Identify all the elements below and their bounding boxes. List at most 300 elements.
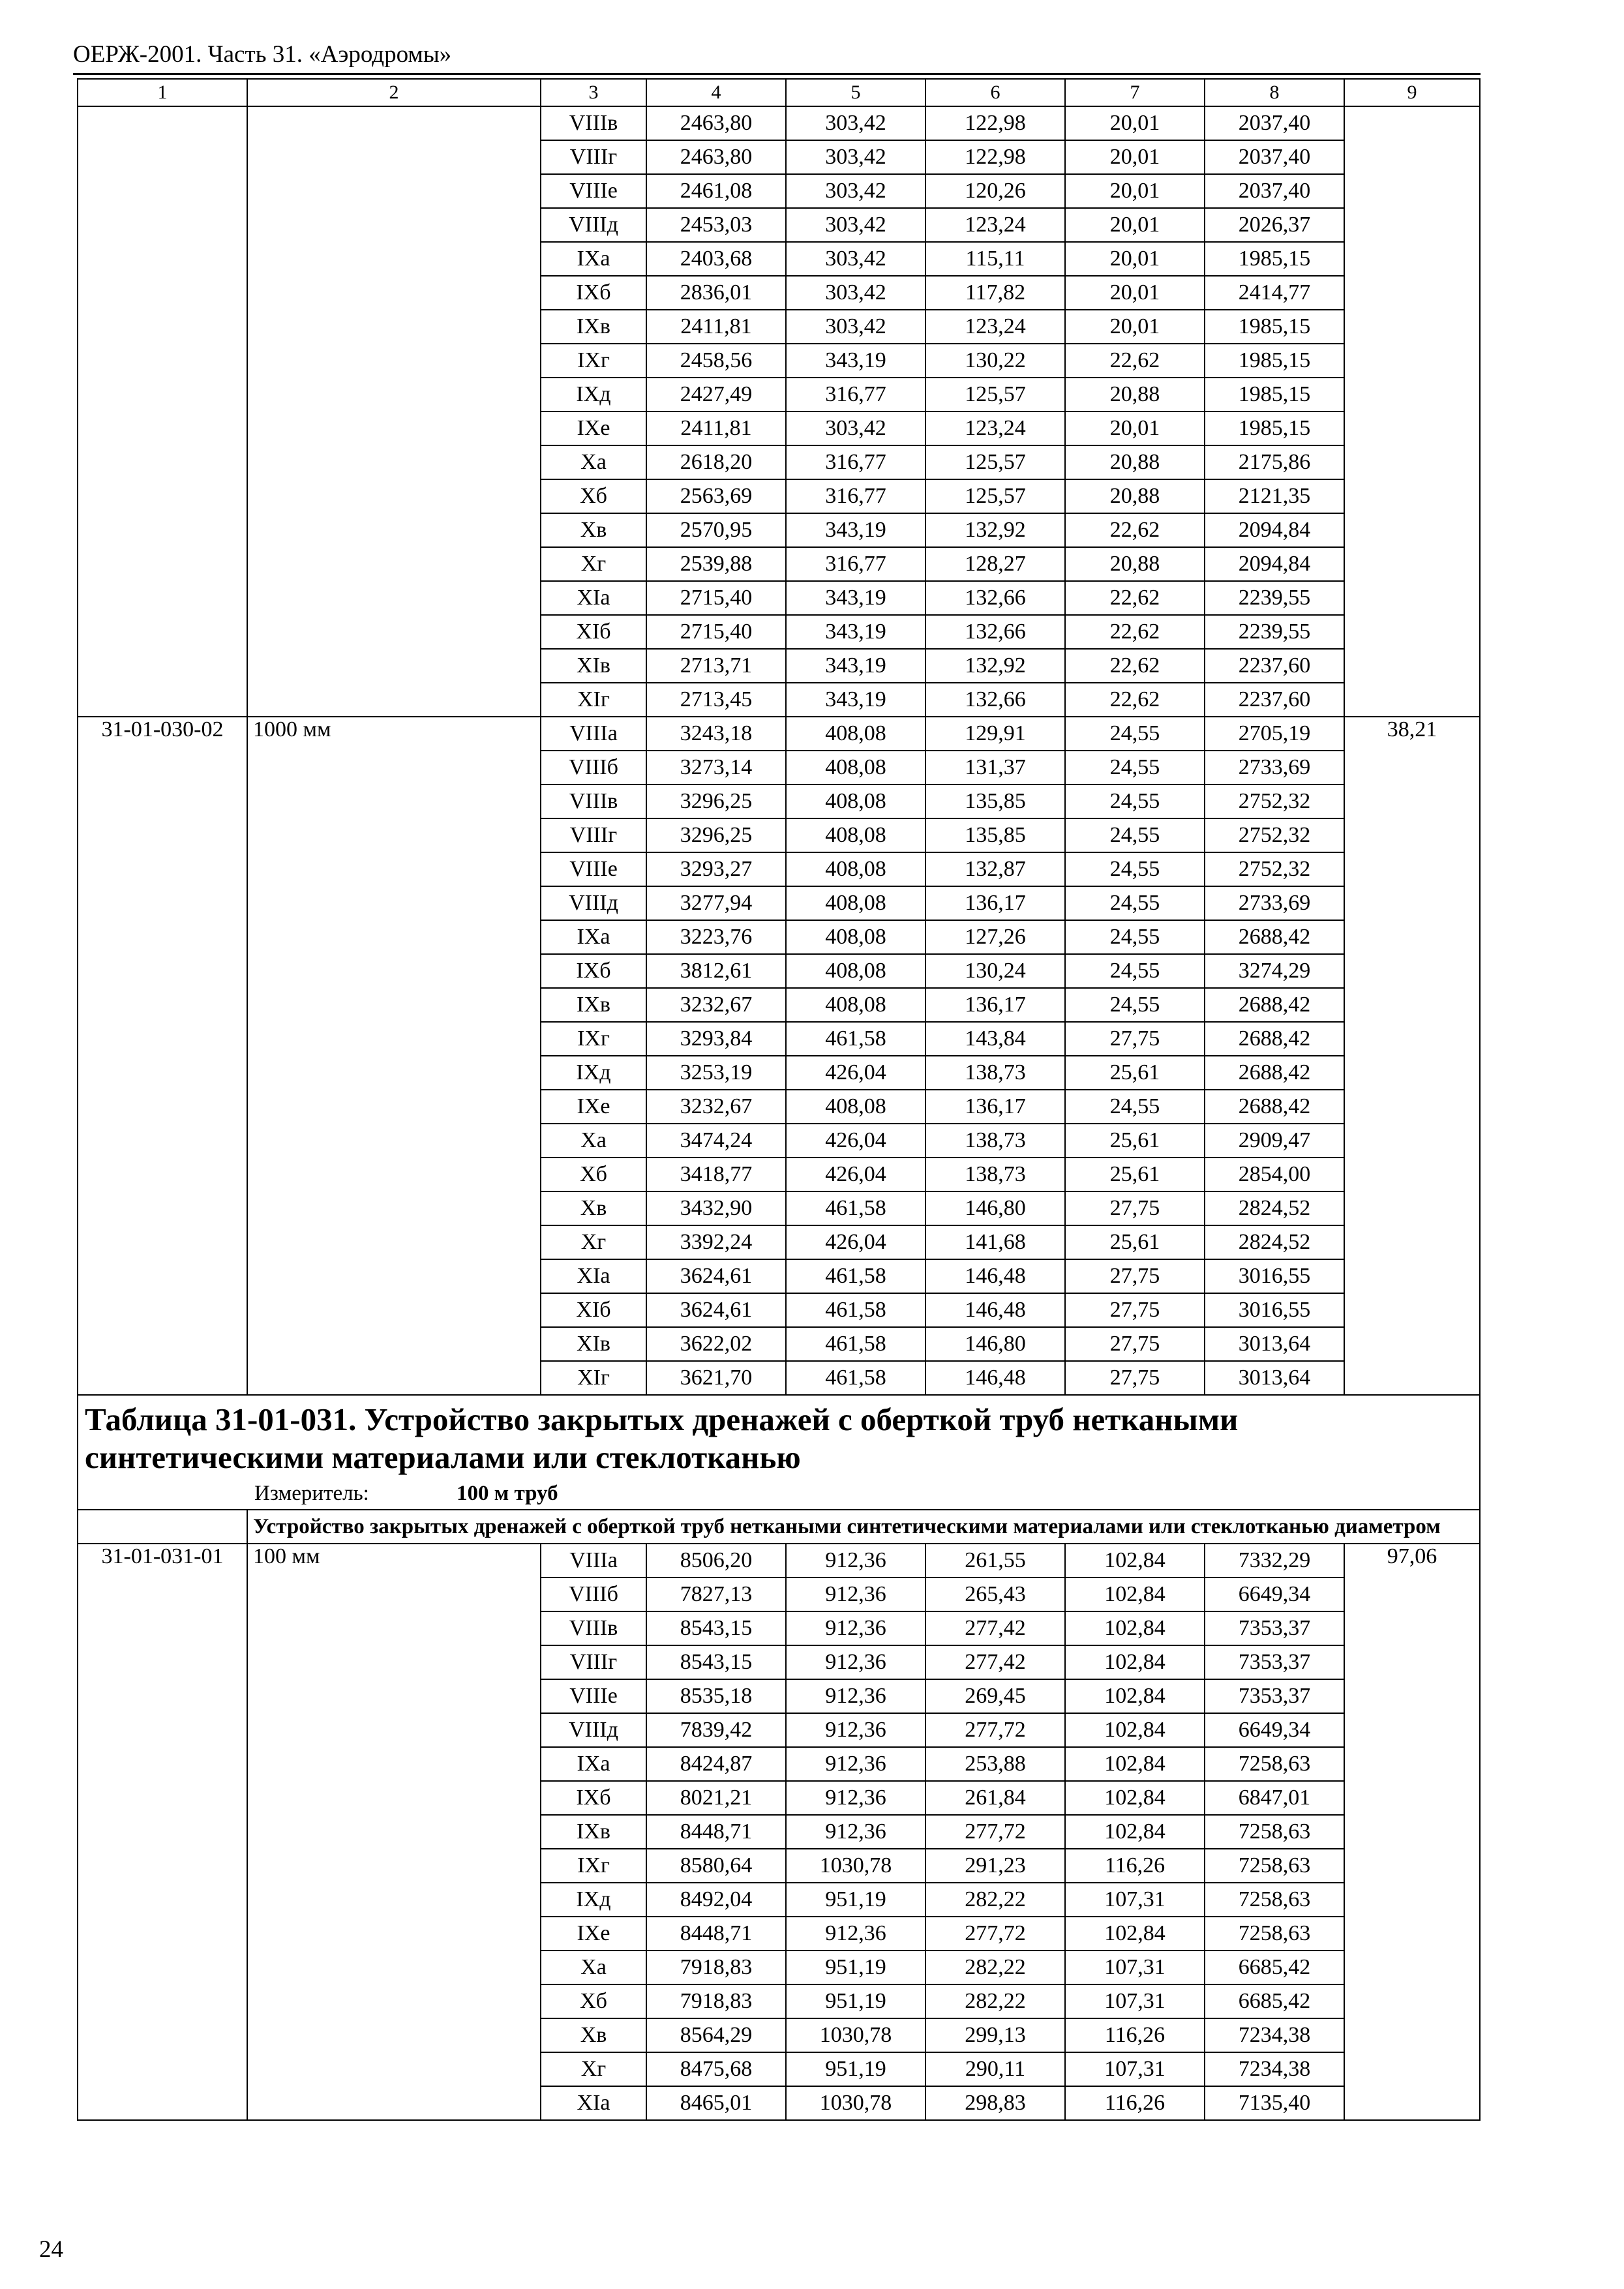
empty-cell (247, 140, 541, 174)
cell: 141,68 (925, 1225, 1065, 1259)
cell: 2715,40 (646, 615, 786, 649)
empty-cell (78, 1090, 247, 1124)
cell: 2688,42 (1205, 1056, 1344, 1090)
column-number: 1 (78, 79, 247, 106)
cell: 2175,86 (1205, 445, 1344, 479)
cell: 20,01 (1065, 276, 1205, 310)
table-row (78, 615, 1480, 649)
cell: 143,84 (925, 1022, 1065, 1056)
cell: 102,84 (1065, 1679, 1205, 1713)
cell: 2037,40 (1205, 106, 1344, 140)
cell: 132,66 (925, 615, 1065, 649)
cell: 2909,47 (1205, 1124, 1344, 1158)
table-row (78, 1611, 1480, 1645)
cell: VIIIе (541, 174, 646, 208)
empty-cell (78, 479, 247, 513)
empty-cell (1344, 1090, 1480, 1124)
cell: 1985,15 (1205, 344, 1344, 378)
cell: 7258,63 (1205, 1747, 1344, 1781)
column-number: 8 (1205, 79, 1344, 106)
column-number: 9 (1344, 79, 1480, 106)
empty-cell (247, 310, 541, 344)
empty-cell (78, 547, 247, 581)
subheading-row (78, 1510, 1480, 1544)
empty-cell (247, 886, 541, 920)
cell: 2453,03 (646, 208, 786, 242)
empty-cell (1344, 479, 1480, 513)
cell: 27,75 (1065, 1361, 1205, 1395)
empty-cell (247, 988, 541, 1022)
cell: 25,61 (1065, 1158, 1205, 1191)
cell: VIIIг (541, 140, 646, 174)
table-row (78, 1645, 1480, 1679)
table-row (78, 2086, 1480, 2120)
table-row (78, 276, 1480, 310)
empty-cell (1344, 310, 1480, 344)
cell: 2411,81 (646, 310, 786, 344)
cell: 303,42 (786, 140, 925, 174)
empty-cell (247, 1747, 541, 1781)
table-row (78, 1578, 1480, 1611)
column-number: 7 (1065, 79, 1205, 106)
table-row (78, 1259, 1480, 1293)
cell: IXв (541, 310, 646, 344)
cell: 20,01 (1065, 140, 1205, 174)
cell: IXв (541, 1815, 646, 1849)
empty-cell (78, 310, 247, 344)
cell: 132,92 (925, 513, 1065, 547)
cell: 298,83 (925, 2086, 1065, 2120)
empty-cell (1344, 1361, 1480, 1395)
empty-cell (78, 445, 247, 479)
empty-cell (1344, 1984, 1480, 2018)
cell: 120,26 (925, 174, 1065, 208)
table-title-text: Таблица 31-01-031. Устройство закрытых дренажей с оберткой труб неткаными синтетическими материалами или стеклотканью (85, 1401, 1239, 1475)
cell: 3223,76 (646, 920, 786, 954)
empty-cell (247, 513, 541, 547)
cell: 343,19 (786, 581, 925, 615)
cell: 2824,52 (1205, 1225, 1344, 1259)
table-row (78, 2052, 1480, 2086)
cell: 408,08 (786, 717, 925, 751)
cell: 2715,40 (646, 581, 786, 615)
table-row (78, 751, 1480, 785)
empty-cell (78, 1022, 247, 1056)
cell: 343,19 (786, 344, 925, 378)
cell: 7353,37 (1205, 1679, 1344, 1713)
cell: 2705,19 (1205, 717, 1344, 751)
cell: 22,62 (1065, 344, 1205, 378)
cell: 130,22 (925, 344, 1065, 378)
table-row (78, 988, 1480, 1022)
cell: XIг (541, 1361, 646, 1395)
empty-cell (78, 1645, 247, 1679)
cell: 282,22 (925, 1984, 1065, 2018)
empty-cell (1344, 954, 1480, 988)
cell: 1030,78 (786, 2018, 925, 2052)
cell: 2570,95 (646, 513, 786, 547)
empty-cell (1344, 1645, 1480, 1679)
cell: 2713,45 (646, 683, 786, 717)
cell: IXб (541, 954, 646, 988)
cell: 122,98 (925, 106, 1065, 140)
cell: 303,42 (786, 276, 925, 310)
cell: 912,36 (786, 1781, 925, 1815)
table-row (78, 1124, 1480, 1158)
cell: IXв (541, 988, 646, 1022)
empty-cell (247, 818, 541, 852)
cell: 3277,94 (646, 886, 786, 920)
table-row (78, 1361, 1480, 1395)
cell: 2094,84 (1205, 513, 1344, 547)
table-row (78, 1679, 1480, 1713)
cell: 20,01 (1065, 106, 1205, 140)
cell: 27,75 (1065, 1191, 1205, 1225)
table-row (78, 479, 1480, 513)
cell: 146,48 (925, 1259, 1065, 1293)
cell: 2239,55 (1205, 581, 1344, 615)
cell: 261,84 (925, 1781, 1065, 1815)
cell: XIа (541, 1259, 646, 1293)
table-row (78, 649, 1480, 683)
cell: 102,84 (1065, 1578, 1205, 1611)
cell: 408,08 (786, 751, 925, 785)
empty-cell (78, 2018, 247, 2052)
cell: Xв (541, 513, 646, 547)
cell: 1985,15 (1205, 310, 1344, 344)
cell: 2688,42 (1205, 1022, 1344, 1056)
cell: 912,36 (786, 1917, 925, 1951)
cell: IXд (541, 1883, 646, 1917)
cell: 20,88 (1065, 378, 1205, 411)
cell: Xа (541, 445, 646, 479)
cell: 102,84 (1065, 1611, 1205, 1645)
empty-cell (247, 276, 541, 310)
cell: 138,73 (925, 1158, 1065, 1191)
cell: 7258,63 (1205, 1917, 1344, 1951)
empty-cell (247, 208, 541, 242)
cell: 24,55 (1065, 886, 1205, 920)
cell: VIIIг (541, 818, 646, 852)
empty-cell (247, 1090, 541, 1124)
cell: 3293,27 (646, 852, 786, 886)
empty-cell (1344, 920, 1480, 954)
table-row (78, 954, 1480, 988)
empty-cell (78, 1781, 247, 1815)
cell: 426,04 (786, 1225, 925, 1259)
cell: 8492,04 (646, 1883, 786, 1917)
cell: 22,62 (1065, 683, 1205, 717)
cell: 2237,60 (1205, 649, 1344, 683)
cell: 2239,55 (1205, 615, 1344, 649)
empty-cell (78, 1056, 247, 1090)
cell: 265,43 (925, 1578, 1065, 1611)
cell: 2463,80 (646, 106, 786, 140)
empty-cell (247, 1191, 541, 1225)
cell: 146,80 (925, 1191, 1065, 1225)
cell: 7234,38 (1205, 2018, 1344, 2052)
empty-cell (78, 1259, 247, 1293)
empty-cell (78, 649, 247, 683)
cell: 6649,34 (1205, 1578, 1344, 1611)
empty-cell (78, 513, 247, 547)
cell: 2037,40 (1205, 140, 1344, 174)
cell: 8564,29 (646, 2018, 786, 2052)
column-number: 6 (925, 79, 1065, 106)
cell: IXа (541, 1747, 646, 1781)
cell: 2463,80 (646, 140, 786, 174)
cell: 117,82 (925, 276, 1065, 310)
rate-code: 31-01-030-02 (78, 717, 247, 751)
cell: 461,58 (786, 1327, 925, 1361)
cell: 1985,15 (1205, 411, 1344, 445)
empty-cell (247, 1984, 541, 2018)
cell: 20,01 (1065, 208, 1205, 242)
cell: 8506,20 (646, 1544, 786, 1578)
cell: 27,75 (1065, 1293, 1205, 1327)
cell: 461,58 (786, 1293, 925, 1327)
cell: 3016,55 (1205, 1259, 1344, 1293)
empty-cell (247, 547, 541, 581)
empty-cell (247, 445, 541, 479)
cell: 912,36 (786, 1611, 925, 1645)
cell: 3293,84 (646, 1022, 786, 1056)
cell: 2752,32 (1205, 785, 1344, 818)
cell: 22,62 (1065, 649, 1205, 683)
cell: 7353,37 (1205, 1645, 1344, 1679)
empty-cell (78, 1578, 247, 1611)
cell: 7827,13 (646, 1578, 786, 1611)
cell: 316,77 (786, 547, 925, 581)
empty-cell (247, 174, 541, 208)
empty-cell (78, 106, 247, 140)
empty-cell (247, 1645, 541, 1679)
empty-cell (1344, 1191, 1480, 1225)
cell: 116,26 (1065, 1849, 1205, 1883)
empty-cell (1344, 1578, 1480, 1611)
cell: Xб (541, 479, 646, 513)
empty-cell (1344, 1951, 1480, 1984)
cell: 2688,42 (1205, 920, 1344, 954)
empty-cell (247, 344, 541, 378)
cell: VIIIе (541, 852, 646, 886)
empty-cell (1344, 140, 1480, 174)
cell: 27,75 (1065, 1022, 1205, 1056)
cell: 2563,69 (646, 479, 786, 513)
empty-cell (78, 683, 247, 717)
table-title (78, 1395, 1480, 1510)
cell: 1985,15 (1205, 378, 1344, 411)
empty-cell (78, 818, 247, 852)
cell: 116,26 (1065, 2018, 1205, 2052)
cell: 2458,56 (646, 344, 786, 378)
empty-cell (247, 2052, 541, 2086)
empty-cell (1344, 1917, 1480, 1951)
cell: VIIIд (541, 886, 646, 920)
cell: 24,55 (1065, 818, 1205, 852)
cell: XIа (541, 581, 646, 615)
cell: Xб (541, 1984, 646, 2018)
cell: VIIIе (541, 1679, 646, 1713)
cell: 24,55 (1065, 751, 1205, 785)
empty-cell (1344, 886, 1480, 920)
empty-cell (247, 649, 541, 683)
cell: 2752,32 (1205, 852, 1344, 886)
cell: 2752,32 (1205, 818, 1344, 852)
empty-cell (78, 886, 247, 920)
cell: 2411,81 (646, 411, 786, 445)
empty-cell (247, 1781, 541, 1815)
cell: XIа (541, 2086, 646, 2120)
empty-cell (1344, 1124, 1480, 1158)
cell: 290,11 (925, 2052, 1065, 2086)
column-number: 2 (247, 79, 541, 106)
cell: 2121,35 (1205, 479, 1344, 513)
cell: 3243,18 (646, 717, 786, 751)
empty-cell (1344, 1611, 1480, 1645)
cell: 132,66 (925, 683, 1065, 717)
cell: 136,17 (925, 886, 1065, 920)
cell: 25,61 (1065, 1124, 1205, 1158)
empty-cell (78, 1849, 247, 1883)
empty-cell (1344, 1259, 1480, 1293)
cell: 1030,78 (786, 2086, 925, 2120)
empty-cell (78, 1191, 247, 1225)
cell: 426,04 (786, 1056, 925, 1090)
cell: 27,75 (1065, 1259, 1205, 1293)
table-row (78, 1781, 1480, 1815)
empty-cell (247, 581, 541, 615)
empty-cell (1344, 751, 1480, 785)
cell: Xа (541, 1951, 646, 1984)
cell: Xв (541, 2018, 646, 2052)
cell: 912,36 (786, 1679, 925, 1713)
empty-cell (1344, 378, 1480, 411)
empty-cell (78, 1293, 247, 1327)
cell: 20,01 (1065, 310, 1205, 344)
table-row (78, 1056, 1480, 1090)
cell: 107,31 (1065, 1883, 1205, 1917)
empty-cell (1344, 2086, 1480, 2120)
cell: 7918,83 (646, 1951, 786, 1984)
cell: 3013,64 (1205, 1327, 1344, 1361)
cell: 3232,67 (646, 1090, 786, 1124)
cell: 128,27 (925, 547, 1065, 581)
empty-cell (78, 1158, 247, 1191)
rate-code: 31-01-031-01 (78, 1544, 247, 1578)
cell: 2836,01 (646, 276, 786, 310)
empty-cell (1344, 1225, 1480, 1259)
cell: 2854,00 (1205, 1158, 1344, 1191)
column-number-row (78, 79, 1480, 106)
empty-cell (247, 1327, 541, 1361)
empty-cell (1344, 1327, 1480, 1361)
empty-cell (247, 1124, 541, 1158)
cell: VIIIд (541, 1713, 646, 1747)
empty-cell (78, 276, 247, 310)
empty-cell (78, 751, 247, 785)
cell: XIв (541, 1327, 646, 1361)
table-row (78, 1544, 1480, 1578)
cell: 408,08 (786, 988, 925, 1022)
empty-cell (78, 1611, 247, 1645)
empty-cell (1344, 344, 1480, 378)
empty-cell (247, 242, 541, 276)
cell: 2427,49 (646, 378, 786, 411)
table-row (78, 717, 1480, 751)
cell: Xа (541, 1124, 646, 1158)
cell: 7258,63 (1205, 1849, 1344, 1883)
cell: 8543,15 (646, 1611, 786, 1645)
cell: IXб (541, 1781, 646, 1815)
cell: 24,55 (1065, 717, 1205, 751)
cell: 2688,42 (1205, 988, 1344, 1022)
empty-cell (247, 479, 541, 513)
table-row (78, 1713, 1480, 1747)
cell: 123,24 (925, 411, 1065, 445)
cell: 132,87 (925, 852, 1065, 886)
column-number: 3 (541, 79, 646, 106)
cell: XIб (541, 615, 646, 649)
table-row (78, 242, 1480, 276)
cell: 316,77 (786, 479, 925, 513)
cell: IXе (541, 411, 646, 445)
empty-cell (78, 2052, 247, 2086)
cell: IXа (541, 920, 646, 954)
empty-cell (78, 208, 247, 242)
cell: 8543,15 (646, 1645, 786, 1679)
cell: IXд (541, 1056, 646, 1090)
cell: 102,84 (1065, 1645, 1205, 1679)
table-row (78, 1747, 1480, 1781)
cell: 136,17 (925, 988, 1065, 1022)
cell: 343,19 (786, 683, 925, 717)
cell: 3296,25 (646, 785, 786, 818)
cell: 102,84 (1065, 1713, 1205, 1747)
empty-cell (1344, 513, 1480, 547)
cell: 7332,29 (1205, 1544, 1344, 1578)
cell: 20,01 (1065, 242, 1205, 276)
table-row (78, 1883, 1480, 1917)
table-row (78, 1815, 1480, 1849)
cell: 7353,37 (1205, 1611, 1344, 1645)
cell: 951,19 (786, 1951, 925, 1984)
cell: 408,08 (786, 818, 925, 852)
cell: 408,08 (786, 886, 925, 920)
cell: 269,45 (925, 1679, 1065, 1713)
empty-cell (78, 378, 247, 411)
empty-cell (1344, 649, 1480, 683)
empty-cell (1344, 1781, 1480, 1815)
cell: 25,61 (1065, 1056, 1205, 1090)
cell: 102,84 (1065, 1747, 1205, 1781)
empty-cell (78, 1679, 247, 1713)
empty-cell (78, 140, 247, 174)
cell: 8475,68 (646, 2052, 786, 2086)
cell: 135,85 (925, 818, 1065, 852)
cell: 3418,77 (646, 1158, 786, 1191)
cell: 912,36 (786, 1815, 925, 1849)
table-row (78, 2018, 1480, 2052)
cell: VIIIб (541, 751, 646, 785)
cell: IXг (541, 1849, 646, 1883)
table-row (78, 411, 1480, 445)
cell: 107,31 (1065, 2052, 1205, 2086)
empty-cell (247, 683, 541, 717)
cell: 6847,01 (1205, 1781, 1344, 1815)
cell: 7258,63 (1205, 1815, 1344, 1849)
empty-cell (1344, 2052, 1480, 2086)
